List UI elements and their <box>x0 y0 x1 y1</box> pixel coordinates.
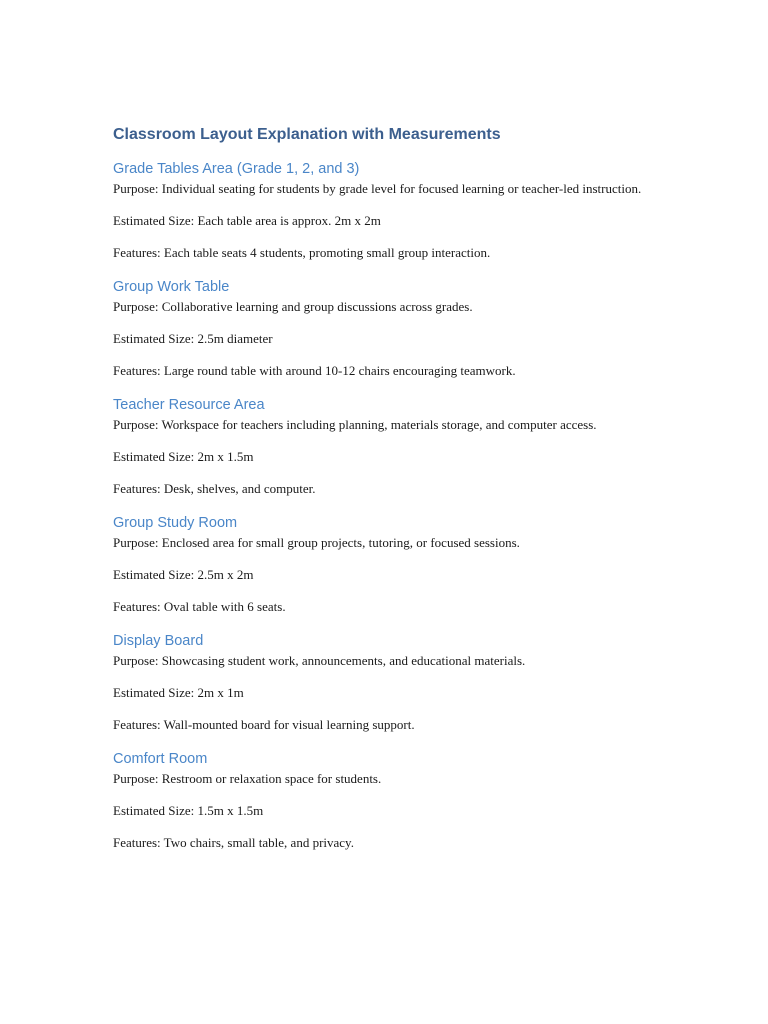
features-text: Features: Large round table with around 10-12 chairs encouraging teamwork. <box>113 363 516 378</box>
section-heading: Display Board <box>113 633 204 649</box>
purpose-text: Purpose: Collaborative learning and group discussions across grades. <box>113 299 473 314</box>
size-text: Estimated Size: 2.5m diameter <box>113 331 273 346</box>
features-text: Features: Two chairs, small table, and privacy. <box>113 835 354 850</box>
section-heading: Group Work Table <box>113 279 230 295</box>
section-heading: Grade Tables Area (Grade 1, 2, and 3) <box>113 161 360 177</box>
size-text: Estimated Size: Each table area is approx. 2m x 2m <box>113 213 381 228</box>
section-heading: Comfort Room <box>113 751 208 767</box>
section-display-board <box>113 631 658 735</box>
section-comfort-room <box>113 749 658 853</box>
size-text: Estimated Size: 2m x 1m <box>113 685 244 700</box>
size-text: Estimated Size: 1.5m x 1.5m <box>113 803 264 818</box>
features-text: Features: Oval table with 6 seats. <box>113 599 286 614</box>
size-text: Estimated Size: 2.5m x 2m <box>113 567 254 582</box>
purpose-text: Purpose: Workspace for teachers including planning, materials storage, and computer access. <box>113 417 597 432</box>
purpose-text: Purpose: Showcasing student work, announcements, and educational materials. <box>113 653 526 668</box>
features-text: Features: Desk, shelves, and computer. <box>113 481 316 496</box>
purpose-text: Purpose: Restroom or relaxation space for students. <box>113 771 382 786</box>
purpose-text: Purpose: Individual seating for students by grade level for focused learning or teacher-led instruction. <box>113 181 642 196</box>
section-heading: Teacher Resource Area <box>113 397 265 413</box>
document-body <box>113 124 658 867</box>
section-heading: Group Study Room <box>113 515 238 531</box>
section-group-work-table <box>113 277 658 381</box>
features-text: Features: Wall-mounted board for visual learning support. <box>113 717 415 732</box>
purpose-text: Purpose: Enclosed area for small group projects, tutoring, or focused sessions. <box>113 535 520 550</box>
section-group-study-room <box>113 513 658 617</box>
size-text: Estimated Size: 2m x 1.5m <box>113 449 254 464</box>
document-title: Classroom Layout Explanation with Measurements <box>113 126 501 143</box>
section-grade-tables-area <box>113 159 658 263</box>
section-teacher-resource-area <box>113 395 658 499</box>
features-text: Features: Each table seats 4 students, promoting small group interaction. <box>113 245 491 260</box>
